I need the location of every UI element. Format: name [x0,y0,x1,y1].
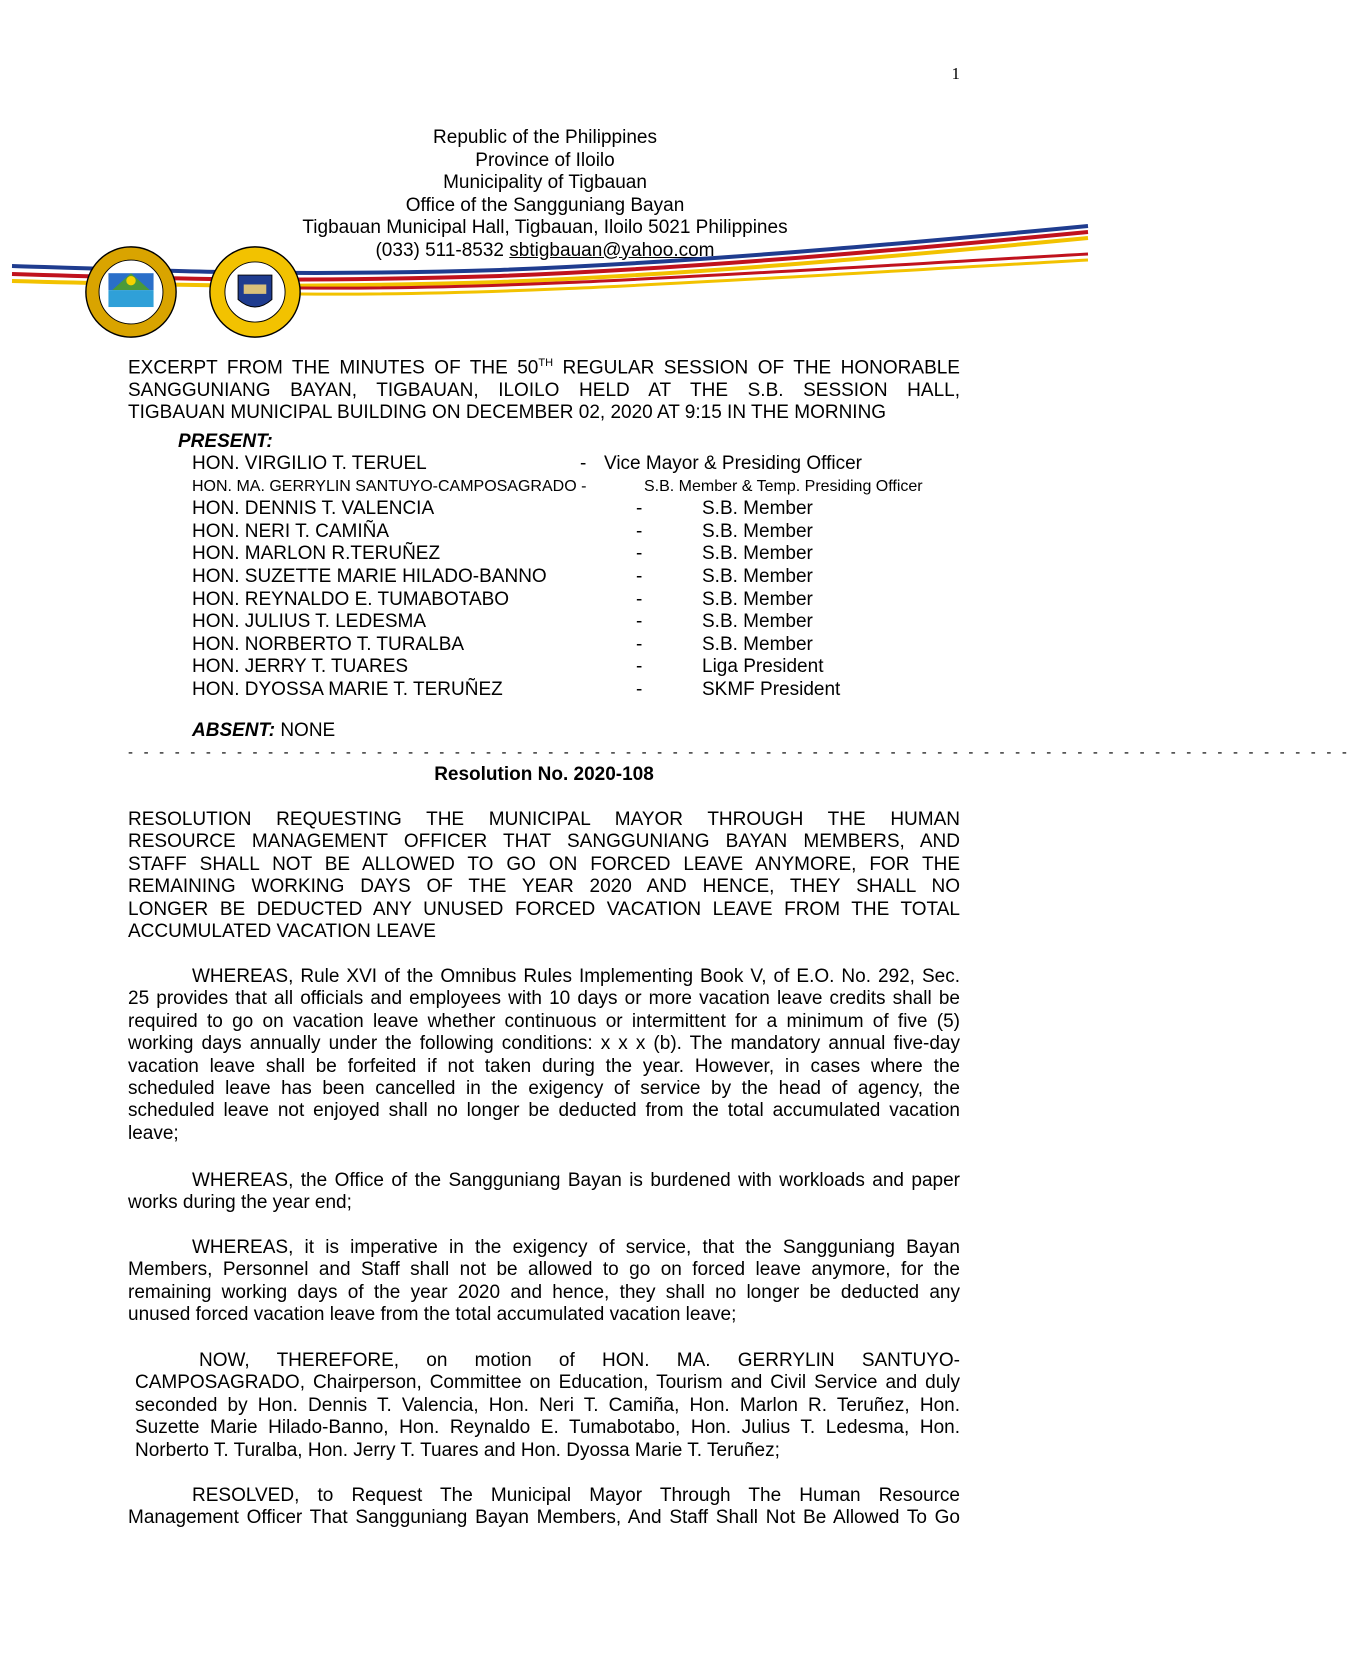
attendee-dash: - [580,453,587,474]
attendee-role: S.B. Member [702,543,813,565]
attendee-role: S.B. Member [702,611,813,633]
excerpt-line-3: TIGBAUAN MUNICIPAL BUILDING ON DECEMBER 02, 2020 AT 9:15 IN THE MORNING [128,402,887,424]
whereas-paragraph-3 [128,1237,960,1327]
attendee-name: HON. NORBERTO T. TURALBA [192,633,465,655]
attendee-name: HON. DYOSSA MARIE T. TERUÑEZ [192,678,503,700]
attendee-name: HON. JERRY T. TUARES [192,656,409,678]
dashed-divider: - - - - - - - - - - - - - - - - - - - - - - - - - - - - - - - - - - - - - - - - - - - - - - - - - - - - - - - - - - - - - - - - - - - - - - - - - - - - - - - [128,744,1350,761]
whereas-paragraph-2 [128,1170,960,1215]
attendee-name: HON. MA. GERRYLIN SANTUYO-CAMPOSAGRADO - [192,477,587,495]
paragraph-line: works during the year end; [128,1192,352,1214]
paragraph-line: leave; [128,1122,179,1144]
paragraph-line: RESOLUTION REQUESTING THE MUNICIPAL MAYOR THROUGH THE HUMAN [128,809,960,830]
excerpt-ordinal: TH [538,357,554,369]
paragraph-line: RESOLVED, to Request The Municipal Mayor Through The Human Resource [192,1485,960,1506]
sangguniang-bayan-seal [208,245,302,339]
attendee-dash: - [636,611,643,633]
excerpt-line-1-a: EXCERPT FROM THE MINUTES OF THE 50 [128,357,539,379]
present-label: PRESENT: [178,431,273,452]
header-province: Province of Iloilo [475,149,615,171]
attendee-role: S.B. Member [702,588,813,610]
attendee-row [192,634,962,657]
header-phone: (033) 511-8532 [375,239,505,261]
now-therefore-paragraph [135,1350,960,1462]
attendee-name: HON. NERI T. CAMIÑA [192,520,390,542]
header-email-link[interactable]: sbtigbauan@yahoo.com [509,239,715,261]
attendee-name: HON. SUZETTE MARIE HILADO-BANNO [192,565,547,587]
paragraph-line: required to go on vacation leave whether continuous or intermittent for a minimum of five (5) [128,1010,960,1032]
paragraph-line: Members, Personnel and Staff shall not be allowed to go on forced leave anymore, for the [128,1259,960,1281]
attendee-dash: - [636,498,643,520]
attendee-row [192,679,962,702]
resolved-paragraph [128,1485,960,1530]
attendee-name: HON. JULIUS T. LEDESMA [192,611,427,633]
paragraph-line: scheduled leave has been cancelled in the exigency of service by the head of agency, the [128,1078,960,1100]
attendee-role: Vice Mayor & Presiding Officer [604,453,863,474]
attendee-role: S.B. Member & Temp. Presiding Officer [644,477,923,495]
excerpt-line-1-b: REGULAR SESSION OF THE HONORABLE [553,357,960,379]
paragraph-line: REMAINING WORKING DAYS OF THE YEAR 2020 AND HENCE, THEY SHALL NO [128,876,960,898]
absent-label: ABSENT: [192,720,276,741]
paragraph-line: ACCUMULATED VACATION LEAVE [128,921,436,943]
paragraph-line: WHEREAS, it is imperative in the exigency of service, that the Sangguniang Bayan [192,1237,960,1258]
attendee-row [192,566,962,589]
paragraph-line: WHEREAS, Rule XVI of the Omnibus Rules Implementing Book V, of E.O. No. 292, Sec. [192,966,960,987]
page-number: 1 [951,64,960,83]
resolution-number: Resolution No. 2020-108 [434,764,654,785]
paragraph-line: seconded by Hon. Dennis T. Valencia, Hon. Neri T. Camiña, Hon. Marlon R. Teruñez, Hon. [135,1394,960,1416]
excerpt-line-1 [128,352,960,380]
excerpt-line-2: SANGGUNIANG BAYAN, TIGBAUAN, ILOILO HELD AT THE S.B. SESSION HALL, [128,379,960,401]
attendee-row [192,453,962,476]
attendee-row [192,589,962,612]
attendee-role: S.B. Member [702,498,813,520]
paragraph-line: working days annually under the following conditions: x x x (b). The mandatory annual five-day [128,1033,960,1055]
attendee-name: HON. MARLON R.TERUÑEZ [192,543,441,565]
attendee-dash: - [636,678,643,700]
paragraph-line: STAFF SHALL NOT BE ALLOWED TO GO ON FORCED LEAVE ANYMORE, FOR THE [128,853,960,875]
attendee-row [192,498,962,521]
header-country: Republic of the Philippines [433,127,657,148]
attendee-name: HON. REYNALDO E. TUMABOTABO [192,588,510,610]
session-excerpt [128,352,960,425]
attendee-row [192,543,962,566]
attendee-dash: - [636,520,643,542]
header-municipality: Municipality of Tigbauan [443,172,647,193]
attendee-name: HON. DENNIS T. VALENCIA [192,498,435,520]
paragraph-line: WHEREAS, the Office of the Sangguniang Bayan is burdened with workloads and paper [192,1170,960,1191]
paragraph-line: scheduled leave not enjoyed shall no longer be deducted from the total accumulated vacation [128,1100,960,1122]
paragraph-line: CAMPOSAGRADO, Chairperson, Committee on Education, Tourism and Civil Service and duly [135,1372,960,1394]
attendee-row [192,611,962,634]
paragraph-line: vacation leave shall be forfeited if not taken during the year. However, in cases where the [128,1055,960,1077]
attendee-dash: - [636,565,643,587]
attendee-row [192,656,962,679]
header-office: Office of the Sangguniang Bayan [405,194,685,216]
attendee-role: S.B. Member [702,520,813,542]
attendee-name: HON. VIRGILIO T. TERUEL [192,453,427,474]
paragraph-line: Norberto T. Turalba, Hon. Jerry T. Tuares and Hon. Dyossa Marie T. Teruñez; [135,1439,780,1461]
absent-line [192,720,335,742]
attendee-list [192,453,962,702]
paragraph-line: remaining working days of the year 2020 and hence, they shall no longer be deducted any [128,1281,960,1303]
attendee-row [192,476,962,499]
paragraph-line: Suzette Marie Hilado-Banno, Hon. Reynaldo E. Tumabotabo, Hon. Julius T. Ledesma, Hon. [135,1417,960,1439]
paragraph-line: 25 provides that all officials and employees with 10 days or more vacation leave credits shall be [128,988,960,1010]
attendee-dash: - [636,543,643,565]
attendee-row [192,521,962,544]
absent-value: NONE [275,720,336,741]
attendee-role: S.B. Member [702,633,813,655]
resolution-title [128,809,960,943]
attendee-role: S.B. Member [702,565,813,587]
paragraph-line: LONGER BE DEDUCTED ANY UNUSED FORCED VACATION LEAVE FROM THE TOTAL [128,898,960,920]
whereas-paragraph-1 [128,966,960,1145]
municipality-seal [84,245,178,339]
attendee-dash: - [636,588,643,610]
paragraph-line: unused forced vacation leave from the total accumulated vacation leave; [128,1304,737,1326]
paragraph-line: Management Officer That Sangguniang Bayan Members, And Staff Shall Not Be Allowed To Go [128,1507,960,1529]
attendee-dash: - [636,656,643,678]
attendee-dash: - [636,633,643,655]
attendee-role: SKMF President [702,678,841,700]
attendee-role: Liga President [702,656,824,678]
paragraph-line: NOW, THEREFORE, on motion of HON. MA. GERRYLIN SANTUYO- [199,1350,960,1371]
header-address: Tigbauan Municipal Hall, Tigbauan, Iloilo 5021 Philippines [302,217,788,238]
paragraph-line: RESOURCE MANAGEMENT OFFICER THAT SANGGUNIANG BAYAN MEMBERS, AND [128,831,960,853]
